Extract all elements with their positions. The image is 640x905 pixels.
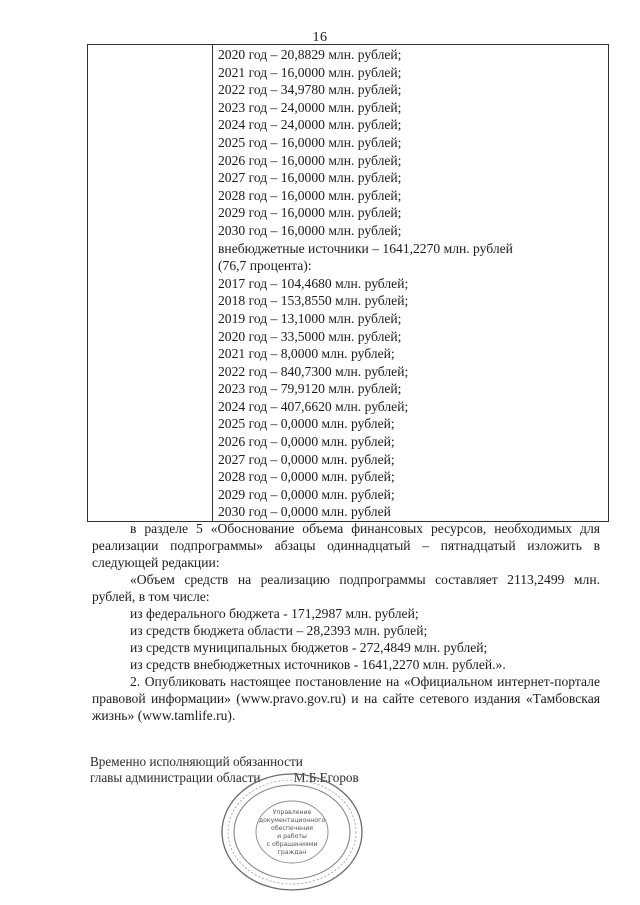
table-values-cell <box>213 45 609 522</box>
funding-source-line: из средств бюджета области – 28,2393 млн. рублей; <box>130 623 428 638</box>
signatory-position-line1: Временно исполняющий обязанности <box>90 754 303 769</box>
financing-line: 2018 год – 153,8550 млн. рублей; <box>218 293 409 309</box>
stamp-text: с обращениями <box>266 841 318 848</box>
financing-line: 2029 год – 16,0000 млн. рублей; <box>218 205 402 221</box>
financing-line: 2024 год – 407,6620 млн. рублей; <box>218 398 409 414</box>
financing-line: 2017 год – 104,4680 млн. рублей; <box>218 275 409 291</box>
financing-line: 2023 год – 79,9120 млн. рублей; <box>218 381 402 397</box>
stamp-text: Управление <box>272 809 312 816</box>
signatory-name: М.Б.Егоров <box>293 770 359 785</box>
financing-line: 2022 год – 34,9780 млн. рублей; <box>218 82 402 98</box>
financing-line: 2024 год – 24,0000 млн. рублей; <box>218 117 402 133</box>
financing-line: 2022 год – 840,7300 млн. рублей; <box>218 363 409 379</box>
stamp-text: документационного <box>258 817 326 824</box>
financing-line: 2025 год – 16,0000 млн. рублей; <box>218 134 402 150</box>
financing-line: 2023 год – 24,0000 млн. рублей; <box>218 99 402 115</box>
funding-source-line: из средств внебюджетных источников - 1641,2270 млн. рублей.». <box>130 657 506 672</box>
quote-intro-paragraph: «Объем средств на реализацию подпрограммы составляет 2113,2499 млн. рублей, в том числе: <box>92 572 600 604</box>
table-row <box>88 45 609 522</box>
financing-line: 2021 год – 8,0000 млн. рублей; <box>218 346 395 362</box>
financing-line: 2025 год – 0,0000 млн. рублей; <box>218 416 395 432</box>
signatory-position-line2: главы администрации области <box>90 770 261 785</box>
financing-line: 2026 год – 16,0000 млн. рублей; <box>218 152 402 168</box>
financing-line: 2019 год – 13,1000 млн. рублей; <box>218 310 402 326</box>
financing-line: 2027 год – 0,0000 млн. рублей; <box>218 451 395 467</box>
table-empty-cell <box>88 45 213 522</box>
stamp-text: граждан <box>277 849 307 856</box>
financing-line: 2028 год – 0,0000 млн. рублей; <box>218 469 395 485</box>
financing-line: 2028 год – 16,0000 млн. рублей; <box>218 187 402 203</box>
section-intro-paragraph: в разделе 5 «Обоснование объема финансовых ресурсов, необходимых для реализации подпрограммы» абзацы одиннадцатый – пятнадцатый изложить в следующей редакции: <box>92 521 600 570</box>
financing-line: 2020 год – 20,8829 млн. рублей; <box>218 47 402 62</box>
page-number: 16 <box>312 30 328 45</box>
funding-source-line: из средств муниципальных бюджетов - 272,4849 млн. рублей; <box>130 640 488 655</box>
financing-line: 2030 год – 16,0000 млн. рублей; <box>218 222 402 238</box>
financing-line: 2029 год – 0,0000 млн. рублей; <box>218 486 395 502</box>
financing-line: 2020 год – 33,5000 млн. рублей; <box>218 328 402 344</box>
financing-table <box>87 44 609 522</box>
financing-line: 2030 год – 0,0000 млн. рублей <box>218 504 391 520</box>
financing-line: 2027 год – 16,0000 млн. рублей; <box>218 170 402 186</box>
financing-line: 2026 год – 0,0000 млн. рублей; <box>218 434 395 450</box>
funding-source-line: из федерального бюджета - 171,2987 млн. рублей; <box>130 606 419 621</box>
publish-paragraph: 2. Опубликовать настоящее постановление на «Официальном интернет-портале правовой информации» (www.pravo.gov.ru) и на сайте сетевого издания «Тамбовская жизнь» (www.tamlife.ru). <box>92 674 600 723</box>
stamp-seal-icon <box>218 770 366 894</box>
financing-line: 2021 год – 16,0000 млн. рублей; <box>218 64 402 80</box>
stamp-text: и работы <box>277 833 307 840</box>
stamp-text: обеспечения <box>271 825 313 832</box>
document-body <box>92 520 600 724</box>
extrabudgetary-heading: внебюджетные источники – 1641,2270 млн. рублей (76,7 процента): <box>218 240 513 274</box>
official-stamp <box>218 770 366 894</box>
